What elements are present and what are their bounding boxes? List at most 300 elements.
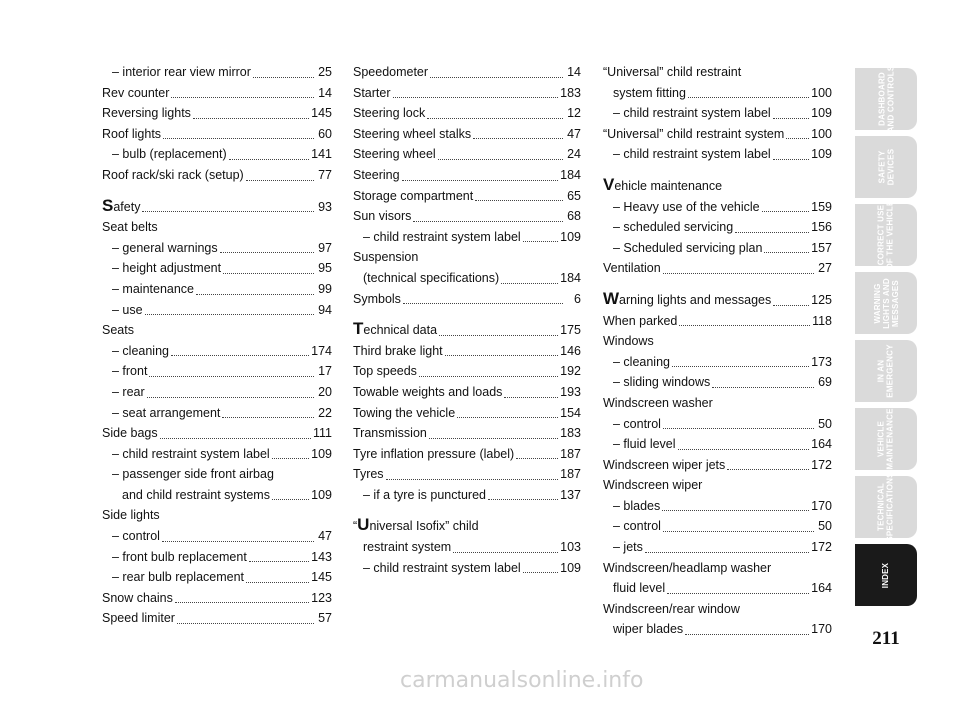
index-heading bbox=[603, 393, 832, 414]
section-tab-label bbox=[877, 66, 895, 133]
entry-label: Suspension bbox=[353, 250, 419, 265]
entry-label: – jets bbox=[613, 540, 643, 555]
dot-leader bbox=[427, 118, 563, 119]
section-initial-letter: S bbox=[102, 195, 114, 215]
dot-leader bbox=[457, 417, 558, 418]
dot-leader bbox=[473, 138, 563, 139]
section-tab-label bbox=[873, 278, 900, 329]
index-entry-text bbox=[102, 220, 158, 234]
index-entry-text bbox=[112, 258, 221, 279]
index-entry bbox=[353, 341, 581, 362]
entry-label: ehicle maintenance bbox=[614, 178, 723, 193]
dot-leader bbox=[220, 252, 314, 253]
index-entry bbox=[353, 444, 581, 465]
page-reference: 183 bbox=[560, 426, 581, 441]
index-entry-text bbox=[112, 300, 143, 321]
index-heading bbox=[603, 558, 832, 579]
dot-leader bbox=[672, 366, 809, 367]
tab-label-line: LIGHTS AND bbox=[881, 277, 891, 329]
page-reference: 24 bbox=[567, 147, 581, 162]
index-entry-text bbox=[353, 62, 428, 83]
index-entry-text bbox=[353, 250, 418, 264]
section-gap bbox=[603, 165, 832, 175]
index-entry-text bbox=[353, 83, 391, 104]
index-entry-text bbox=[353, 289, 401, 310]
index-entry-text bbox=[363, 485, 486, 506]
page-reference: 97 bbox=[318, 240, 332, 255]
entry-label: echnical data bbox=[363, 323, 438, 338]
entry-label: fluid level bbox=[613, 581, 666, 596]
index-entry-text bbox=[122, 485, 270, 506]
dot-leader bbox=[523, 572, 558, 573]
index-entry-text bbox=[353, 124, 471, 145]
index-entry-text bbox=[112, 62, 251, 83]
index-entry-text bbox=[112, 444, 270, 465]
index-entry bbox=[353, 124, 581, 145]
index-entry-text bbox=[353, 464, 384, 485]
page-reference: 14 bbox=[318, 85, 332, 100]
index-entry bbox=[603, 352, 832, 373]
dot-leader bbox=[663, 531, 814, 532]
page-reference: 164 bbox=[811, 581, 832, 596]
page-reference: 170 bbox=[811, 498, 832, 513]
dot-leader bbox=[177, 623, 314, 624]
dot-leader bbox=[175, 602, 309, 603]
dot-leader bbox=[229, 159, 309, 160]
tab-label-line: SAFETY bbox=[877, 150, 886, 184]
index-entry-text bbox=[102, 323, 134, 337]
index-entry bbox=[603, 619, 832, 640]
index-entry bbox=[603, 496, 832, 517]
entry-label: Speedometer bbox=[353, 65, 429, 79]
page-reference: 175 bbox=[560, 323, 581, 338]
index-entry-text bbox=[112, 279, 194, 300]
index-entry-text bbox=[353, 361, 417, 382]
entry-label: – child restraint system label bbox=[363, 229, 521, 244]
index-entry-text bbox=[603, 65, 741, 79]
entry-label: Side bags bbox=[102, 426, 158, 441]
dot-leader bbox=[488, 499, 558, 500]
index-entry-text bbox=[603, 396, 713, 410]
page-reference: 100 bbox=[811, 85, 832, 100]
dot-leader bbox=[196, 294, 314, 295]
page-reference: 6 bbox=[574, 291, 581, 306]
index-entry-text bbox=[363, 537, 451, 558]
section-tab-label bbox=[877, 408, 895, 469]
dot-leader bbox=[773, 159, 809, 160]
index-entry-text bbox=[603, 334, 654, 348]
entry-label: – cleaning bbox=[613, 354, 670, 369]
index-entry-text bbox=[353, 206, 411, 227]
section-tab-correct-use-of-the-vehicle[interactable] bbox=[855, 200, 917, 270]
entry-label: “Universal” child restraint bbox=[603, 65, 742, 79]
index-entry bbox=[353, 423, 581, 444]
index-entry bbox=[603, 124, 832, 145]
index-entry bbox=[353, 62, 581, 83]
page-reference: 154 bbox=[560, 405, 581, 420]
entry-label: – Scheduled servicing plan bbox=[613, 240, 763, 255]
index-entry bbox=[102, 547, 332, 568]
dot-leader bbox=[246, 180, 314, 181]
entry-label: – rear bulb replacement bbox=[112, 570, 245, 585]
entry-label: Reversing lights bbox=[102, 106, 191, 121]
index-entry bbox=[102, 567, 332, 588]
index-entry-text bbox=[603, 124, 784, 145]
index-entry-text bbox=[613, 516, 661, 537]
section-tab-dashboard-and-controls[interactable] bbox=[855, 65, 917, 133]
entry-label: Steering bbox=[353, 167, 400, 182]
tab-label-line: VEHICLE bbox=[877, 420, 886, 458]
index-heading bbox=[603, 175, 832, 197]
page-reference: 22 bbox=[318, 405, 332, 420]
section-tab-technical-specifications[interactable] bbox=[855, 472, 917, 542]
entry-label: – if a tyre is punctured bbox=[363, 487, 486, 502]
opening-quote: “ bbox=[353, 519, 358, 534]
page-reference: 68 bbox=[567, 209, 581, 224]
index-entry-text bbox=[102, 588, 173, 609]
dot-leader bbox=[145, 314, 314, 315]
page-reference: 100 bbox=[811, 126, 832, 141]
index-entry-text bbox=[363, 227, 521, 248]
index-entry-text bbox=[112, 567, 244, 588]
index-entry bbox=[603, 238, 832, 259]
index-entry-text bbox=[353, 341, 443, 362]
index-heading bbox=[102, 320, 332, 341]
section-tab-label bbox=[877, 200, 895, 269]
page-reference: 164 bbox=[811, 437, 832, 452]
dot-leader bbox=[762, 211, 810, 212]
page-reference: 17 bbox=[318, 364, 332, 379]
index-entry bbox=[102, 103, 332, 124]
entry-label: – child restraint system label bbox=[613, 147, 771, 162]
entry-label: – blades bbox=[613, 498, 661, 513]
page-reference: 193 bbox=[560, 384, 581, 399]
page-reference: 109 bbox=[311, 446, 332, 461]
page-reference: 192 bbox=[560, 364, 581, 379]
page-reference: 109 bbox=[311, 487, 332, 502]
page-reference: 93 bbox=[318, 199, 332, 214]
page-reference: 184 bbox=[560, 167, 581, 182]
index-entry-text bbox=[102, 124, 161, 145]
dot-leader bbox=[149, 376, 314, 377]
entry-label: afety bbox=[113, 199, 141, 214]
dot-leader bbox=[162, 541, 314, 542]
index-entry-text bbox=[353, 515, 479, 535]
tab-label-line: AND CONTROLS bbox=[886, 65, 895, 133]
index-entry-text bbox=[603, 478, 702, 492]
entry-label: Roof rack/ski rack (setup) bbox=[102, 167, 244, 182]
entry-label: – rear bbox=[112, 384, 145, 399]
dot-leader bbox=[163, 138, 314, 139]
index-heading bbox=[603, 62, 832, 83]
page-reference: 109 bbox=[811, 106, 832, 121]
entry-label: – height adjustment bbox=[112, 261, 222, 276]
entry-label: – interior rear view mirror bbox=[112, 65, 251, 79]
index-entry bbox=[353, 186, 581, 207]
section-tab-safety-devices[interactable] bbox=[855, 136, 917, 198]
index-entry-text bbox=[353, 444, 514, 465]
index-heading bbox=[102, 505, 332, 526]
entry-label: Windows bbox=[603, 334, 654, 349]
index-entry bbox=[102, 485, 332, 506]
entry-label: Windscreen/rear window bbox=[603, 601, 740, 616]
section-gap bbox=[353, 505, 581, 515]
index-entry bbox=[102, 588, 332, 609]
index-entry bbox=[102, 238, 332, 259]
page-reference: 95 bbox=[318, 261, 332, 276]
entry-label: Snow chains bbox=[102, 590, 173, 605]
index-entry bbox=[603, 311, 832, 332]
index-entry bbox=[102, 258, 332, 279]
page-reference: 103 bbox=[560, 540, 581, 555]
tab-label-line: DEVICES bbox=[886, 148, 895, 186]
entry-label: Roof lights bbox=[102, 126, 162, 141]
page-reference: 145 bbox=[311, 570, 332, 585]
index-entry-text bbox=[603, 311, 677, 332]
entry-label: Windscreen/headlamp washer bbox=[603, 560, 772, 575]
entry-label: Steering wheel stalks bbox=[353, 126, 472, 141]
index-entry-text bbox=[112, 467, 274, 481]
index-entry-text bbox=[613, 238, 762, 259]
page-reference: 156 bbox=[811, 220, 832, 235]
entry-label: restraint system bbox=[363, 540, 452, 555]
dot-leader bbox=[272, 499, 309, 500]
watermark: carmanualsonline.info bbox=[400, 668, 644, 693]
page-reference: 14 bbox=[567, 65, 581, 79]
page-reference: 123 bbox=[311, 590, 332, 605]
index-entry bbox=[353, 319, 581, 341]
index-entry bbox=[353, 464, 581, 485]
entry-label: When parked bbox=[603, 313, 678, 328]
index-entry bbox=[603, 258, 832, 279]
entry-label: – maintenance bbox=[112, 281, 195, 296]
index-entry bbox=[603, 516, 832, 537]
entry-label: “Universal” child restraint system bbox=[603, 126, 785, 141]
entry-label: arning lights and messages bbox=[619, 292, 772, 307]
entry-label: Third brake light bbox=[353, 343, 443, 358]
entry-label: niversal Isofix” child bbox=[369, 519, 479, 534]
page-reference: 27 bbox=[818, 261, 832, 276]
entry-label: Rev counter bbox=[102, 85, 170, 100]
index-column-2 bbox=[353, 62, 581, 578]
index-entry-text bbox=[613, 496, 660, 517]
index-entry-text bbox=[613, 144, 771, 165]
entry-label: Windscreen wiper bbox=[603, 478, 703, 493]
page-reference: 57 bbox=[318, 611, 332, 626]
section-tab-index[interactable] bbox=[855, 544, 917, 606]
index-entry bbox=[353, 382, 581, 403]
tab-label-line: OF THE VEHICLE bbox=[886, 200, 895, 270]
dot-leader bbox=[142, 211, 314, 212]
index-entry-text bbox=[613, 197, 760, 218]
entry-label: Steering wheel bbox=[353, 147, 436, 162]
entry-label: – seat arrangement bbox=[112, 405, 221, 420]
index-entry bbox=[603, 414, 832, 435]
dot-leader bbox=[773, 118, 809, 119]
dot-leader bbox=[735, 232, 809, 233]
page-reference: 184 bbox=[560, 270, 581, 285]
index-entry bbox=[353, 485, 581, 506]
dot-leader bbox=[764, 252, 809, 253]
page-reference: 65 bbox=[567, 188, 581, 203]
dot-leader bbox=[645, 552, 809, 553]
index-entry-text bbox=[353, 382, 502, 403]
index-entry bbox=[102, 403, 332, 424]
dot-leader bbox=[685, 634, 809, 635]
index-heading bbox=[102, 217, 332, 238]
index-entry bbox=[102, 196, 332, 218]
entry-label: – bulb (replacement) bbox=[112, 147, 227, 162]
index-entry bbox=[603, 83, 832, 104]
section-gap bbox=[102, 186, 332, 196]
section-tab-vehicle-maintenance[interactable] bbox=[855, 408, 917, 470]
dot-leader bbox=[501, 283, 558, 284]
dot-leader bbox=[430, 77, 563, 78]
page-reference: 50 bbox=[818, 519, 832, 534]
index-entry-text bbox=[353, 186, 473, 207]
index-entry-text bbox=[603, 174, 723, 194]
index-entry bbox=[353, 227, 581, 248]
entry-label: – front bulb replacement bbox=[112, 549, 247, 564]
index-entry-text bbox=[353, 144, 436, 165]
entry-label: – sliding windows bbox=[613, 375, 711, 390]
entry-label: system fitting bbox=[613, 85, 686, 100]
index-entry-text bbox=[613, 434, 676, 455]
page-reference: 109 bbox=[560, 229, 581, 244]
entry-label: Speed limiter bbox=[102, 611, 175, 626]
index-entry-text bbox=[613, 578, 665, 599]
page-reference: 157 bbox=[811, 240, 832, 255]
entry-label: Towing the vehicle bbox=[353, 405, 456, 420]
entry-label: Windscreen wiper jets bbox=[603, 457, 726, 472]
index-entry-text bbox=[112, 403, 220, 424]
index-entry-text bbox=[102, 165, 244, 186]
entry-label: – control bbox=[613, 519, 661, 534]
index-heading bbox=[603, 599, 832, 620]
dot-leader bbox=[193, 118, 309, 119]
dot-leader bbox=[773, 305, 809, 306]
dot-leader bbox=[222, 417, 314, 418]
dot-leader bbox=[438, 159, 563, 160]
section-initial-letter: T bbox=[353, 319, 364, 339]
index-entry-text bbox=[102, 508, 160, 522]
entry-label: Sun visors bbox=[353, 209, 412, 224]
entry-label: – child restraint system label bbox=[112, 446, 270, 461]
index-entry bbox=[102, 300, 332, 321]
tab-label-line: EMERGENCY bbox=[886, 344, 895, 398]
entry-label: Tyres bbox=[353, 467, 384, 482]
entry-label: Side lights bbox=[102, 508, 160, 523]
tab-label-line: DASHBOARD bbox=[877, 72, 886, 126]
index-heading bbox=[353, 247, 581, 268]
index-entry bbox=[353, 268, 581, 289]
index-entry-text bbox=[102, 83, 169, 104]
index-entry-text bbox=[353, 403, 455, 424]
page-reference: 47 bbox=[567, 126, 581, 141]
index-entry-text bbox=[112, 382, 145, 403]
entry-label: – general warnings bbox=[112, 240, 218, 255]
page-reference: 173 bbox=[811, 354, 832, 369]
page-reference: 20 bbox=[318, 384, 332, 399]
section-tab-in-an-emergency[interactable] bbox=[855, 340, 917, 402]
dot-leader bbox=[439, 335, 558, 336]
index-entry bbox=[603, 197, 832, 218]
index-entry-text bbox=[613, 352, 670, 373]
entry-label: (technical specifications) bbox=[363, 270, 500, 285]
page-reference: 77 bbox=[318, 167, 332, 182]
index-heading bbox=[603, 475, 832, 496]
index-heading bbox=[603, 331, 832, 352]
dot-leader bbox=[445, 355, 559, 356]
index-entry bbox=[603, 372, 832, 393]
page-reference: 137 bbox=[560, 487, 581, 502]
entry-label: Transmission bbox=[353, 426, 427, 441]
tab-label-line: IN AN bbox=[877, 359, 886, 383]
entry-label: Ventilation bbox=[603, 261, 661, 276]
dot-leader bbox=[413, 221, 563, 222]
section-tab-warning-lights-and-messages[interactable] bbox=[855, 272, 917, 334]
index-entry-text bbox=[112, 361, 147, 382]
index-entry-text bbox=[603, 455, 725, 476]
page-reference: 187 bbox=[560, 467, 581, 482]
entry-label: Starter bbox=[353, 85, 391, 100]
index-entry bbox=[102, 444, 332, 465]
index-entry-text bbox=[613, 217, 733, 238]
page-reference: 174 bbox=[311, 343, 332, 358]
index-entry-text bbox=[613, 372, 710, 393]
index-entry bbox=[102, 124, 332, 145]
index-entry-text bbox=[353, 319, 437, 341]
index-entry-text bbox=[603, 602, 740, 616]
index-entry-text bbox=[613, 103, 771, 124]
index-entry bbox=[102, 382, 332, 403]
index-entry-text bbox=[102, 196, 140, 218]
page-reference: 159 bbox=[811, 199, 832, 214]
dot-leader bbox=[171, 97, 314, 98]
index-entry bbox=[102, 279, 332, 300]
index-heading bbox=[102, 464, 332, 485]
index-entry bbox=[603, 434, 832, 455]
index-entry-text bbox=[603, 561, 771, 575]
index-entry bbox=[102, 361, 332, 382]
index-entry-text bbox=[112, 144, 227, 165]
index-entry bbox=[102, 144, 332, 165]
page-reference: 172 bbox=[811, 457, 832, 472]
index-entry bbox=[102, 165, 332, 186]
section-gap bbox=[353, 309, 581, 319]
dot-leader bbox=[663, 428, 814, 429]
entry-label: Tyre inflation pressure (label) bbox=[353, 446, 515, 461]
index-entry bbox=[102, 526, 332, 547]
index-entry bbox=[353, 206, 581, 227]
index-entry-text bbox=[363, 558, 521, 579]
dot-leader bbox=[419, 376, 558, 377]
index-entry bbox=[353, 361, 581, 382]
entry-label: – passenger side front airbag bbox=[112, 467, 274, 482]
dot-leader bbox=[223, 273, 314, 274]
index-entry bbox=[102, 341, 332, 362]
entry-label: – scheduled servicing bbox=[613, 220, 734, 235]
index-entry bbox=[353, 289, 581, 310]
index-entry bbox=[353, 83, 581, 104]
index-entry-text bbox=[603, 258, 661, 279]
index-entry-text bbox=[613, 83, 686, 104]
index-entry bbox=[102, 608, 332, 629]
index-entry-text bbox=[112, 238, 218, 259]
dot-leader bbox=[249, 561, 309, 562]
entry-label: – control bbox=[112, 529, 160, 544]
dot-leader bbox=[246, 582, 309, 583]
